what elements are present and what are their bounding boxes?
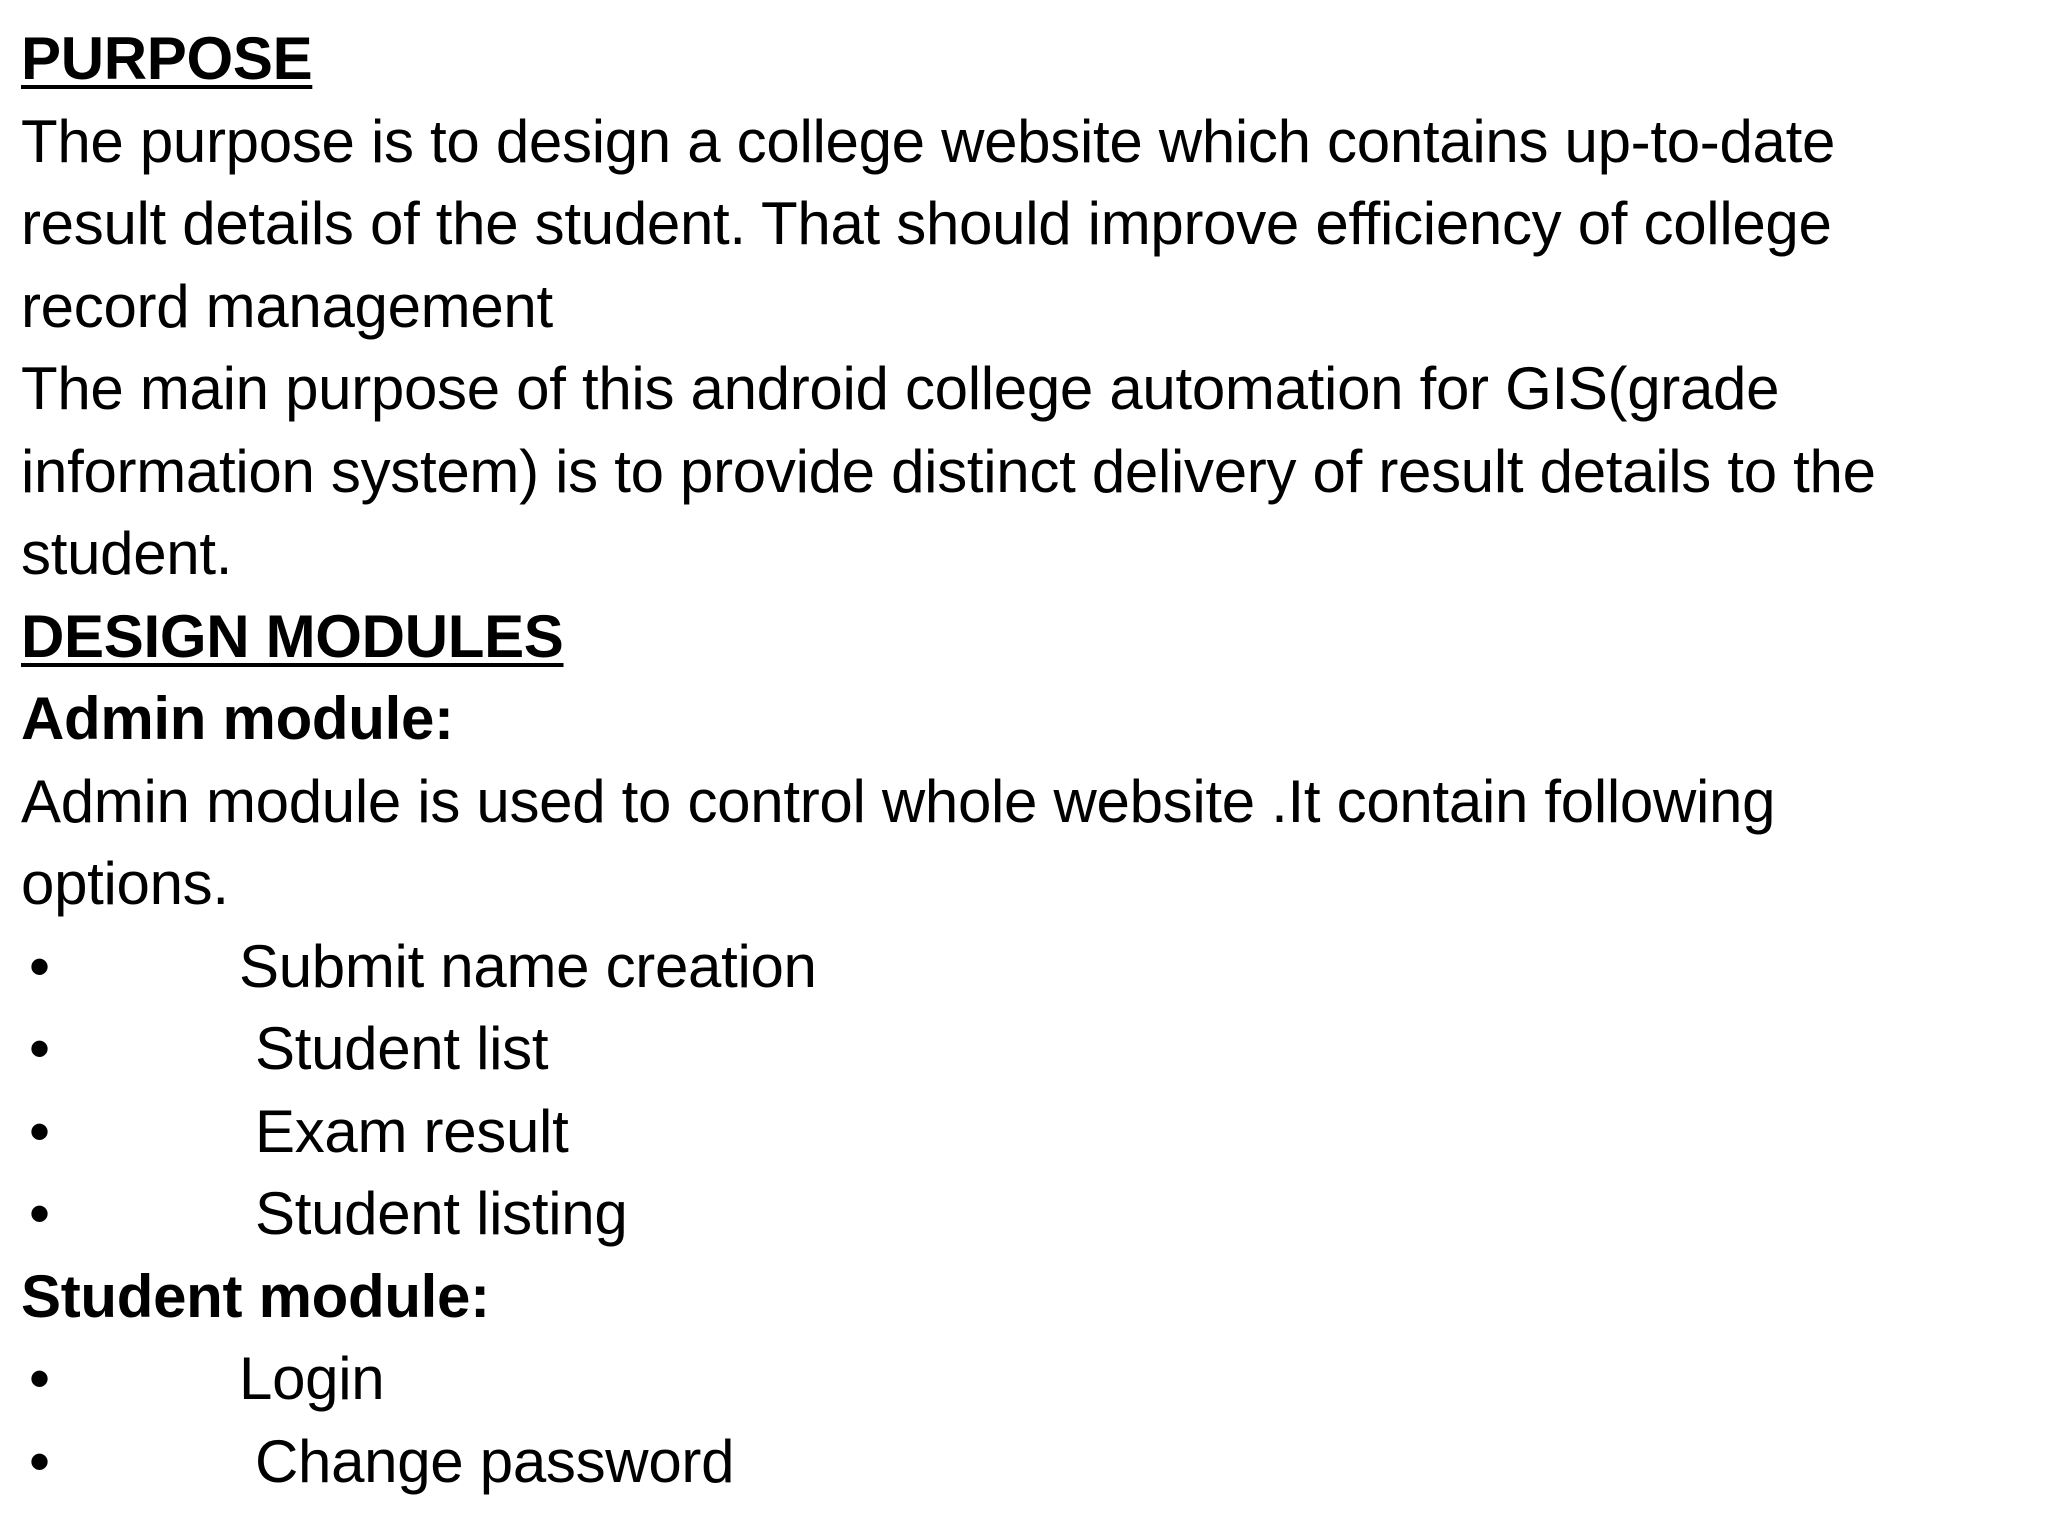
list-item (21, 1338, 2031, 1421)
purpose-paragraph-2 (21, 348, 2031, 596)
purpose-paragraph-1 (21, 101, 2031, 349)
student-module-list (21, 1338, 2031, 1503)
admin-module-list (21, 926, 2031, 1256)
text-line: options. (21, 850, 229, 917)
list-item (21, 1173, 2031, 1256)
purpose-heading: PURPOSE (21, 25, 313, 92)
bullet-icon: • (29, 932, 50, 1000)
text-line: student. (21, 520, 233, 587)
text-line: The purpose is to design a college website which contains up-to-date (21, 107, 1836, 175)
list-item-label: Change password (255, 1427, 735, 1495)
document-page (21, 18, 2031, 1503)
bullet-icon: • (29, 1015, 50, 1082)
list-item-label: Submit name creation (239, 932, 817, 1000)
text-line: result details of the student. That should improve efficiency of college (21, 190, 1832, 257)
list-item (21, 926, 2031, 1009)
text-line: record management (21, 272, 553, 340)
admin-module-description (21, 761, 2031, 926)
design-modules-heading: DESIGN MODULES (21, 602, 564, 670)
bullet-icon: • (29, 1345, 50, 1412)
admin-module-title: Admin module: (21, 685, 454, 752)
list-item-label: Login (239, 1345, 385, 1412)
bullet-icon: • (29, 1097, 50, 1165)
list-item (21, 1421, 2031, 1504)
list-item-label: Exam result (255, 1097, 569, 1165)
text-line: information system) is to provide distinct delivery of result details to the (21, 437, 1876, 505)
list-item (21, 1091, 2031, 1174)
student-module-title: Student module: (21, 1262, 490, 1330)
text-line: The main purpose of this android college automation for GIS(grade (21, 355, 1780, 422)
list-item (21, 1008, 2031, 1091)
bullet-icon: • (29, 1427, 50, 1495)
list-item-label: Student listing (255, 1180, 628, 1247)
bullet-icon: • (29, 1180, 50, 1247)
list-item-label: Student list (255, 1015, 549, 1082)
text-line: Admin module is used to control whole website .It contain following (21, 767, 1776, 835)
